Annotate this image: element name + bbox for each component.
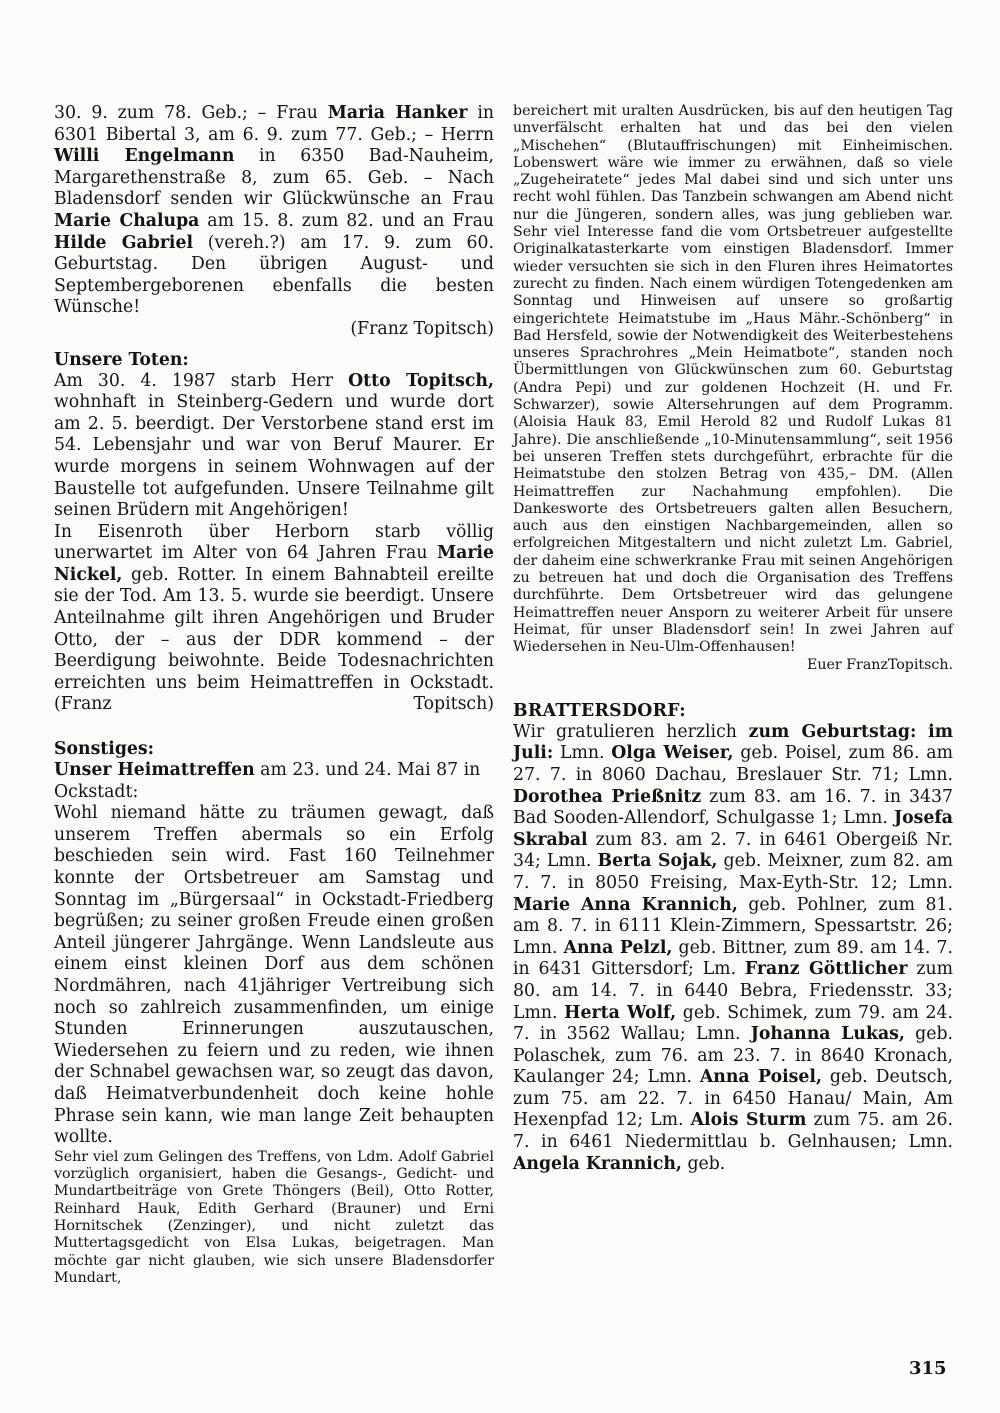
- name-herta-wolf: Herta Wolf,: [564, 1002, 677, 1023]
- heimattreffen-title: [54, 760, 494, 803]
- text-run: Lmn.: [553, 743, 612, 764]
- obituary-otto-topitsch: [54, 371, 494, 522]
- page-number: 315: [909, 1358, 947, 1379]
- text-run: geb.: [681, 1153, 726, 1174]
- text-run: in 6350 Bad-Nauheim, Margarethenstraße 8, zum 65. Geb. – Nach Bladensdorf senden wir Glückwünsche an Frau: [54, 146, 495, 210]
- text-run: geb. Polaschek, zum 76. am 23. 7. in 8640 Kronach, Kaulanger 24; Lmn.: [513, 1024, 953, 1088]
- left-column: [54, 103, 494, 1287]
- heimattreffen-report-continuation: bereichert mit uralten Ausdrücken, bis auf den heutigen Tag unverfälscht erhalten hat und das bei den vielen „Mischehen“ (Blutauffrischungen) mit Einheimischen. Lobenswert wäre wie immer zu erwähnen, daß so viele „Zugeheiratete“ jedes Mal dabei sind und sich unter uns recht wohl fühlen. Das Tanzbein schwangen am Abend nicht nur die Jüngeren, sondern alles, was jung geblieben war. Sehr viel Interesse fand die vom Ortsbetreuer aufgestellte Originalkatasterkarte vom einstigen Bladensdorf. Immer wieder versuchten sie sich in den Fluren ihres Heimatortes zurecht zu finden. Nach einem würdigen Totengedenken am Sonntag und Hinweisen auf unsere so großartig eingerichtete Heimatstube im „Haus Mähr.-Schönberg“ in Bad Hersfeld, sowie der Notwendigkeit des Weiterbestehens unseres Sprachrohres „Mein Heimatbote“, standen noch Übermittlungen von Glückwünschen zum 60. Geburtstag (Andra Pepi) und zur goldenen Hochzeit (H. und Fr. Schwarzer), sowie Altersehrungen auf dem Programm. (Aloisia Hauk 83, Emil Herold 82 und Rudolf Lukas 81 Jahre). Die anschließende „10-Minutensammlung“, seit 1956 bei unseren Treffen stets durchgeführt, erbrachte für die Heimatstube den stolzen Betrag von 435,– DM. (Allen Heimattreffen zur Nachahmung empfohlen). Die Dankesworte des Ortsbetreuers galten allen Besuchern, auch aus den einstigen Nachbargemeinden, allen so erfolgreichen Mitgestaltern und nicht zuletzt Lm. Gabriel, der daheim eine schwerkranke Frau mit seinen Angehörigen zu betreuen hat und doch die Organisation des Treffens durchführte. Dem Ortsbetreuer wird das gelungene Heimattreffen neuer Ansporn zu weiterer Arbeit für unsere Heimat, für unser Bladensdorf sein! In zwei Jahren auf Wiedersehen in Neu-Ulm-Offenhausen!: [513, 103, 953, 656]
- birthday-continuation-paragraph: [54, 103, 494, 319]
- name-marie-nickel: Marie Nickel,: [54, 543, 494, 585]
- text-run: geb. Rotter. In einem Bahnabteil ereilte sie der Tod. Am 13. 5. wurde sie beerdigt. Unsere Anteilnahme gilt ihren Angehörigen und Bruder Otto, der – aus der DDR kommend – der Beerdigung beiwohnte. Beide Todesnachrichten erreichten uns beim Heimattreffen in Ockstadt.: [54, 564, 494, 693]
- label-im-juli: im Juli:: [513, 721, 953, 764]
- text-run: in 6301 Bibertal 3, am 6. 9. zum 77. Geb.; – Herrn: [54, 103, 495, 145]
- text-run: zum 83. am 16. 7. in 3437 Bad Sooden-Allendorf, Schulgasse 1; Lmn.: [513, 786, 953, 829]
- name-willi-engelmann: Willi Engelmann: [54, 146, 235, 167]
- name-berta-sojak: Berta Sojak,: [597, 851, 718, 872]
- text-run: geb. Pohlner, zum 81. am 8. 7. in 6111 Klein-Zimmern, Spessartstr. 26; Lmn.: [513, 894, 953, 958]
- name-franz-goettlicher: Franz Göttlicher: [744, 959, 908, 980]
- text-run: Am 30. 4. 1987 starb Herr: [54, 370, 349, 391]
- obituary-signature: (Franz Topitsch): [54, 694, 494, 715]
- text-run: geb. Bittner, zum 89. am 14. 7. in 6431 Gittersdorf; Lm.: [513, 937, 953, 980]
- text-run: geb. Deutsch, zum 75. am 22. 7. in 6450 Hanau/ Main, Am Hexenpfad 12; Lm.: [513, 1067, 953, 1131]
- name-johanna-lukas: Johanna Lukas,: [750, 1024, 905, 1045]
- text-run: Wir gratulieren herzlich: [513, 721, 749, 742]
- text-run: [916, 722, 928, 742]
- heimattreffen-title-bold: Unser Heimattreffen: [54, 760, 255, 781]
- text-run: am 23. und 24. Mai 87 in Ockstadt:: [54, 760, 481, 802]
- right-column: [513, 103, 953, 1175]
- name-maria-hanker: Maria Hanker: [327, 103, 468, 123]
- brattersdorf-birthdays: [513, 722, 953, 1175]
- text-run: In Eisenroth über Herborn starb völlig unerwartet im Alter von 64 Jahren Frau: [54, 521, 494, 564]
- name-dorothea-priessnitz: Dorothea Prießnitz: [513, 786, 702, 807]
- obituary-marie-nickel: [54, 522, 494, 716]
- name-anna-poisel: Anna Poisel,: [699, 1067, 822, 1088]
- report-signature: Euer FranzTopitsch.: [807, 656, 953, 673]
- name-otto-topitsch: Otto Topitsch,: [348, 370, 494, 391]
- heimattreffen-report: Wohl niemand hätte zu träumen gewagt, daß unserem Treffen abermals so ein Erfolg beschieden sein wird. Fast 160 Teilnehmer konnte der Ortsbetreuer am Samstag und Sonntag im „Bürgersaal“ in Ockstadt-Friedberg begrüßen; zu seiner großen Freude einen großen Anteil jüngerer Jahrgänge. Wenn Landsleute aus einem einst kleinen Dorf aus dem schönen Nordmähren, nach 41jähriger Vertreibung sich noch so zahlreich zusammenfinden, um einige Stunden Erinnerungen auszutauschen, Wiedersehen zu feiern und zu reden, wie ihnen der Schnabel gewachsen war, so zeugt das davon, daß Heimatverbundenheit doch keine hohle Phrase sein kann, wie man lange Zeit behaupten wollte.: [54, 803, 494, 1148]
- text-run: geb. Meixner, zum 82. am 7. 7. in 8050 Freising, Max-Eyth-Str. 12; Lmn.: [513, 851, 953, 893]
- name-alois-sturm: Alois Sturm: [690, 1110, 807, 1131]
- name-hilde-gabriel: Hilde Gabriel: [54, 232, 194, 253]
- label-zum-geburtstag: zum Geburtstag:: [748, 721, 917, 742]
- name-josefa-skrabal: Josefa Skrabal: [513, 808, 953, 850]
- name-angela-krannich: Angela Krannich,: [513, 1153, 682, 1174]
- text-run: zum 75. am 26. 7. in 6461 Niedermittlau b. Gelnhausen; Lmn.: [513, 1110, 954, 1153]
- text-run: zum 83. am 2. 7. in 6461 Obergeiß Nr. 34; Lmn.: [513, 829, 953, 872]
- text-run: 30. 9. zum 78. Geb.; – Frau: [54, 103, 328, 123]
- text-run: wohnhaft in Steinberg-Gedern und wurde dort am 2. 5. beerdigt. Der Verstorbene stand erst im 54. Lebensjahr und war von Beruf Maurer. Er wurde morgens in seinem Wohnwagen auf der Baustelle tot aufgefunden. Unsere Teilnahme gilt seinen Brüdern mit Angehörigen!: [54, 392, 494, 521]
- section-heading-brattersdorf: BRATTERSDORF:: [513, 700, 686, 721]
- name-anna-pelzl: Anna Pelzl,: [563, 937, 673, 958]
- section-heading-sonstiges: Sonstiges:: [54, 739, 155, 760]
- text-run: geb. Schimek, zum 79. am 24. 7. in 3562 Wallau; Lmn.: [513, 1002, 953, 1045]
- heimattreffen-report-smallprint: Sehr viel zum Gelingen des Treffens, von Ldm. Adolf Gabriel vorzüglich organisiert, haben die Gesangs-, Gedicht- und Mundartbeiträge von Grete Thöngers (Beil), Otto Rotter, Reinhard Hauk, Edith Gerhard (Brauner) und Erni Hornitschek (Zenzinger), und nicht zuletzt das Muttertagsgedicht von Elsa Lukas, beigetragen. Man möchte gar nicht glauben, wie sich unsere Bladensdorfer Mundart,: [54, 1148, 494, 1286]
- text-run: (vereh.?) am 17. 9. zum 60. Geburtstag. Den übrigen August- und Septembergeborenen ebenfalls die besten Wünsche!: [54, 232, 495, 318]
- text-run: geb. Poisel, zum 86. am 27. 7. in 8060 Dachau, Breslauer Str. 71; Lmn.: [513, 743, 953, 785]
- text-run: zum 80. am 14. 7. in 6440 Bebra, Friedensstr. 33; Lmn.: [513, 959, 953, 1023]
- intro-signature: (Franz Topitsch): [350, 318, 494, 339]
- section-heading-unsere-toten: Unsere Toten:: [54, 349, 189, 370]
- name-marie-anna-krannich: Marie Anna Krannich,: [513, 894, 738, 915]
- text-run: am 15. 8. zum 82. und an Frau: [199, 210, 494, 231]
- name-olga-weiser: Olga Weiser,: [611, 743, 734, 764]
- name-marie-chalupa: Marie Chalupa: [54, 210, 200, 231]
